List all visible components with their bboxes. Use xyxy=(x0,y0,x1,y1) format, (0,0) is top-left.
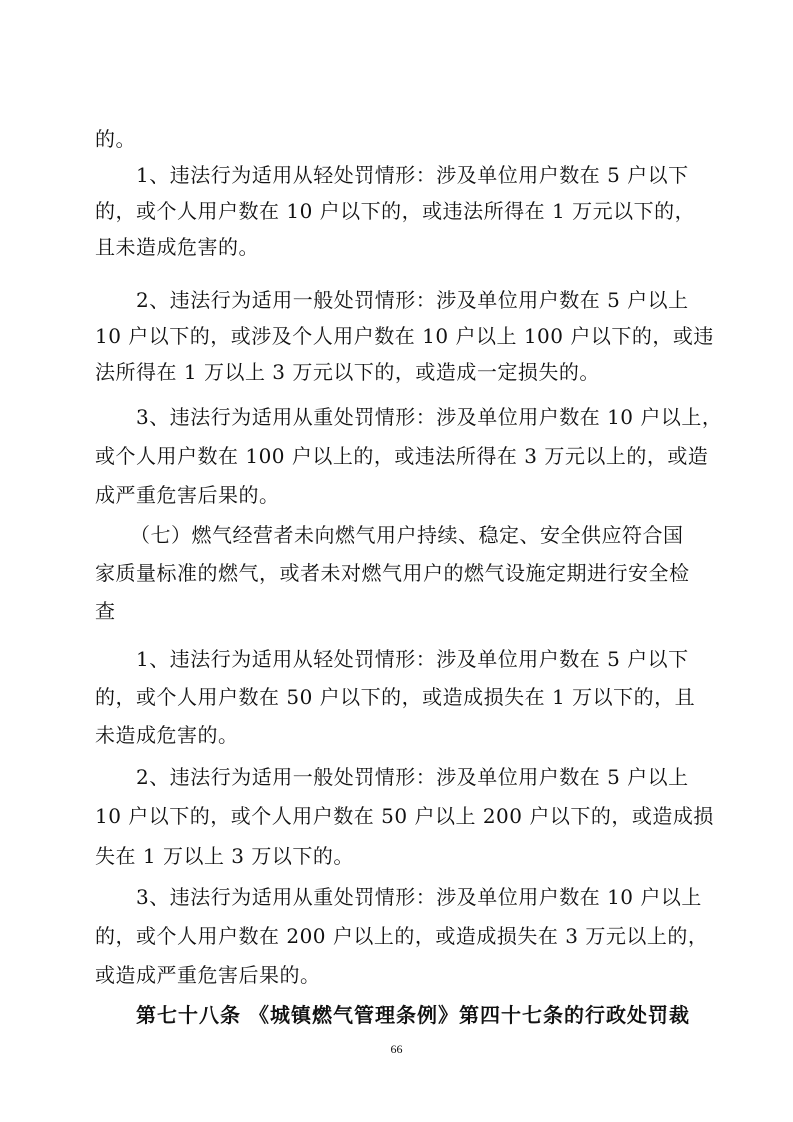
text-line: 查 xyxy=(95,599,116,623)
text-line: 或造成严重危害后果的。 xyxy=(95,963,321,987)
text-line: 1、违法行为适用从轻处罚情形：涉及单位用户数在 5 户以下 xyxy=(136,163,689,187)
text-line: 3、违法行为适用从重处罚情形：涉及单位用户数在 10 户以上， xyxy=(136,405,723,429)
text-line: 或个人用户数在 100 户以上的，或违法所得在 3 万元以上的，或造 xyxy=(95,444,709,468)
text-line: 的，或个人用户数在 200 户以上的，或造成损失在 3 万元以上的， xyxy=(95,924,709,948)
text-line: 3、违法行为适用从重处罚情形：涉及单位用户数在 10 户以上 xyxy=(136,885,702,909)
text-line: 2、违法行为适用一般处罚情形：涉及单位用户数在 5 户以上 xyxy=(136,765,689,789)
text-line: 1、违法行为适用从轻处罚情形：涉及单位用户数在 5 户以下 xyxy=(136,647,689,671)
text-line: 家质量标准的燃气，或者未对燃气用户的燃气设施定期进行安全检 xyxy=(95,561,690,585)
article-heading: 第七十八条 《城镇燃气管理条例》第四十七条的行政处罚裁 xyxy=(136,1003,690,1027)
text-line: 法所得在 1 万以上 3 万元以下的，或造成一定损失的。 xyxy=(95,360,600,384)
text-line: 失在 1 万以上 3 万以下的。 xyxy=(95,844,354,868)
text-line: 且未造成危害的。 xyxy=(95,235,259,259)
text-line: 10 户以下的，或个人用户数在 50 户以上 200 户以下的，或造成损 xyxy=(95,804,714,828)
text-line: 未造成危害的。 xyxy=(95,723,239,747)
text-line: 成严重危害后果的。 xyxy=(95,483,280,507)
page-number: 66 xyxy=(390,1042,403,1056)
text-line: 2、违法行为适用一般处罚情形：涉及单位用户数在 5 户以上 xyxy=(136,288,689,312)
text-line: 的，或个人用户数在 10 户以下的，或违法所得在 1 万元以下的， xyxy=(95,199,696,223)
text-line: 的。 xyxy=(95,127,136,151)
text-line: （七）燃气经营者未向燃气用户持续、稳定、安全供应符合国 xyxy=(130,523,684,547)
text-line: 的，或个人用户数在 50 户以下的，或造成损失在 1 万以下的，且 xyxy=(95,685,696,709)
text-line: 10 户以下的，或涉及个人用户数在 10 户以上 100 户以下的，或违 xyxy=(95,324,714,348)
